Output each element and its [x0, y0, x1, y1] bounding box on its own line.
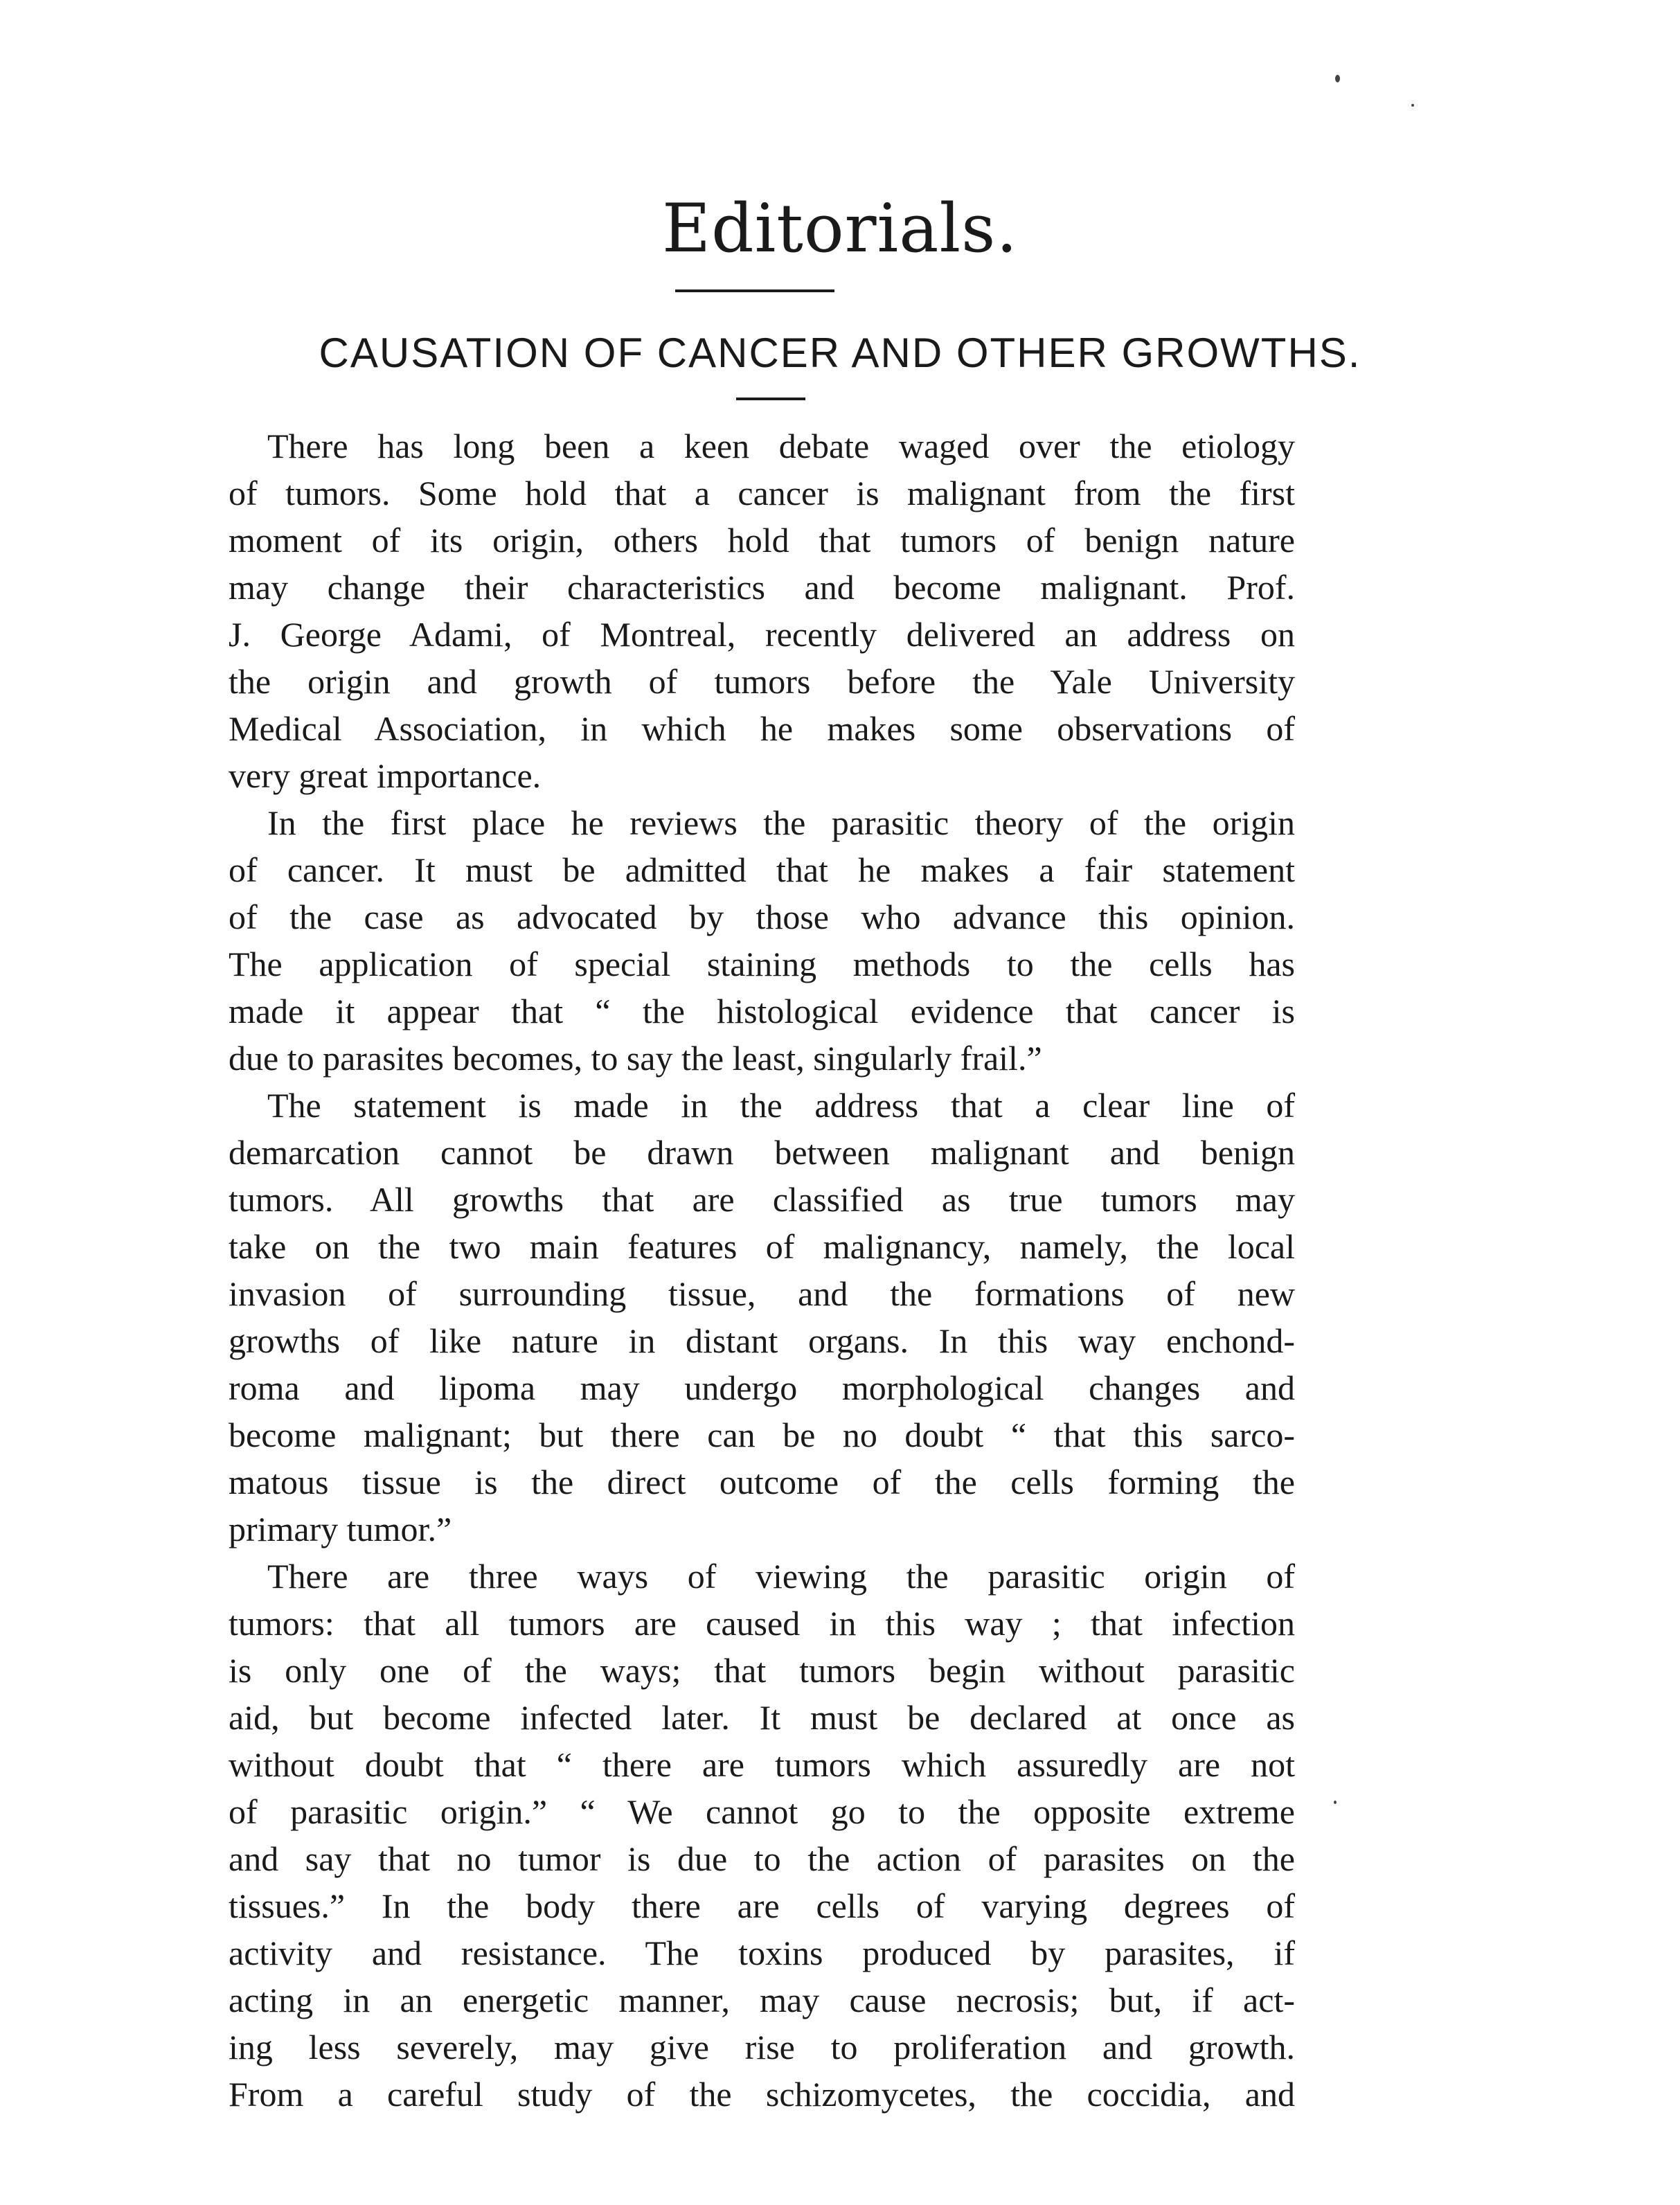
- article-body: [229, 422, 1295, 2118]
- text-line: of parasitic origin.” “ We cannot go to the opposite extreme: [229, 1792, 1295, 1831]
- text-line: There has long been a keen debate waged over the etiology: [267, 427, 1295, 465]
- text-line: aid, but become infected later. It must be declared at once as: [229, 1698, 1295, 1737]
- scan-speck: [1411, 104, 1414, 107]
- text-line: invasion of surrounding tissue, and the formations of new: [229, 1274, 1295, 1313]
- scan-speck: [1335, 75, 1340, 82]
- text-line: ing less severely, may give rise to proliferation and growth.: [229, 2028, 1295, 2066]
- text-line: growths of like nature in distant organs. In this way enchond-: [229, 1321, 1295, 1360]
- text-line: There are three ways of viewing the parasitic origin of: [267, 1557, 1295, 1596]
- text-line: without doubt that “ there are tumors which assuredly are not: [229, 1745, 1295, 1784]
- article-title: CAUSATION OF CANCER AND OTHER GROWTHS.: [319, 330, 1361, 376]
- text-line: made it appear that “ the histological evidence that cancer is: [229, 992, 1295, 1030]
- text-line: of the case as advocated by those who advance this opinion.: [229, 898, 1295, 936]
- text-line: The statement is made in the address that a clear line of: [267, 1086, 1295, 1125]
- section-heading: Editorials.: [662, 190, 1018, 267]
- text-line: roma and lipoma may undergo morphological changes and: [229, 1368, 1295, 1407]
- text-line: demarcation cannot be drawn between malignant and benign: [229, 1133, 1295, 1172]
- text-line: become malignant; but there can be no doubt “ that this sarco-: [229, 1416, 1295, 1454]
- text-line: tissues.” In the body there are cells of varying degrees of: [229, 1886, 1295, 1925]
- text-line: and say that no tumor is due to the action of parasites on the: [229, 1839, 1295, 1878]
- text-line: moment of its origin, others hold that tumors of benign nature: [229, 521, 1295, 560]
- text-line: very great importance.: [229, 756, 542, 795]
- text-line: is only one of the ways; that tumors begin without parasitic: [229, 1651, 1295, 1690]
- text-line: Medical Association, in which he makes some observations of: [229, 709, 1295, 748]
- text-line: J. George Adami, of Montreal, recently delivered an address on: [229, 615, 1295, 654]
- text-line: due to parasites becomes, to say the least, singularly frail.”: [229, 1039, 1042, 1078]
- text-line: From a careful study of the schizomycetes, the coccidia, and: [229, 2075, 1295, 2114]
- text-line: primary tumor.”: [229, 1510, 452, 1548]
- text-line: the origin and growth of tumors before the Yale University: [229, 662, 1295, 701]
- scan-speck: [1334, 1801, 1337, 1804]
- title-divider: [736, 398, 805, 400]
- text-line: matous tissue is the direct outcome of the cells forming the: [229, 1463, 1295, 1501]
- heading-divider: [675, 289, 834, 292]
- text-line: of cancer. It must be admitted that he makes a fair statement: [229, 850, 1295, 889]
- text-line: tumors. All growths that are classified as true tumors may: [229, 1180, 1295, 1219]
- text-line: In the first place he reviews the parasitic theory of the origin: [267, 803, 1295, 842]
- text-line: The application of special staining methods to the cells has: [229, 945, 1295, 983]
- text-line: of tumors. Some hold that a cancer is malignant from the first: [229, 474, 1295, 512]
- text-line: take on the two main features of malignancy, namely, the local: [229, 1227, 1295, 1266]
- text-line: may change their characteristics and become malignant. Prof.: [229, 568, 1295, 607]
- text-line: activity and resistance. The toxins produced by parasites, if: [229, 1934, 1295, 1972]
- text-line: tumors: that all tumors are caused in this way ; that infection: [229, 1604, 1295, 1643]
- text-line: acting in an energetic manner, may cause necrosis; but, if act-: [229, 1981, 1295, 2019]
